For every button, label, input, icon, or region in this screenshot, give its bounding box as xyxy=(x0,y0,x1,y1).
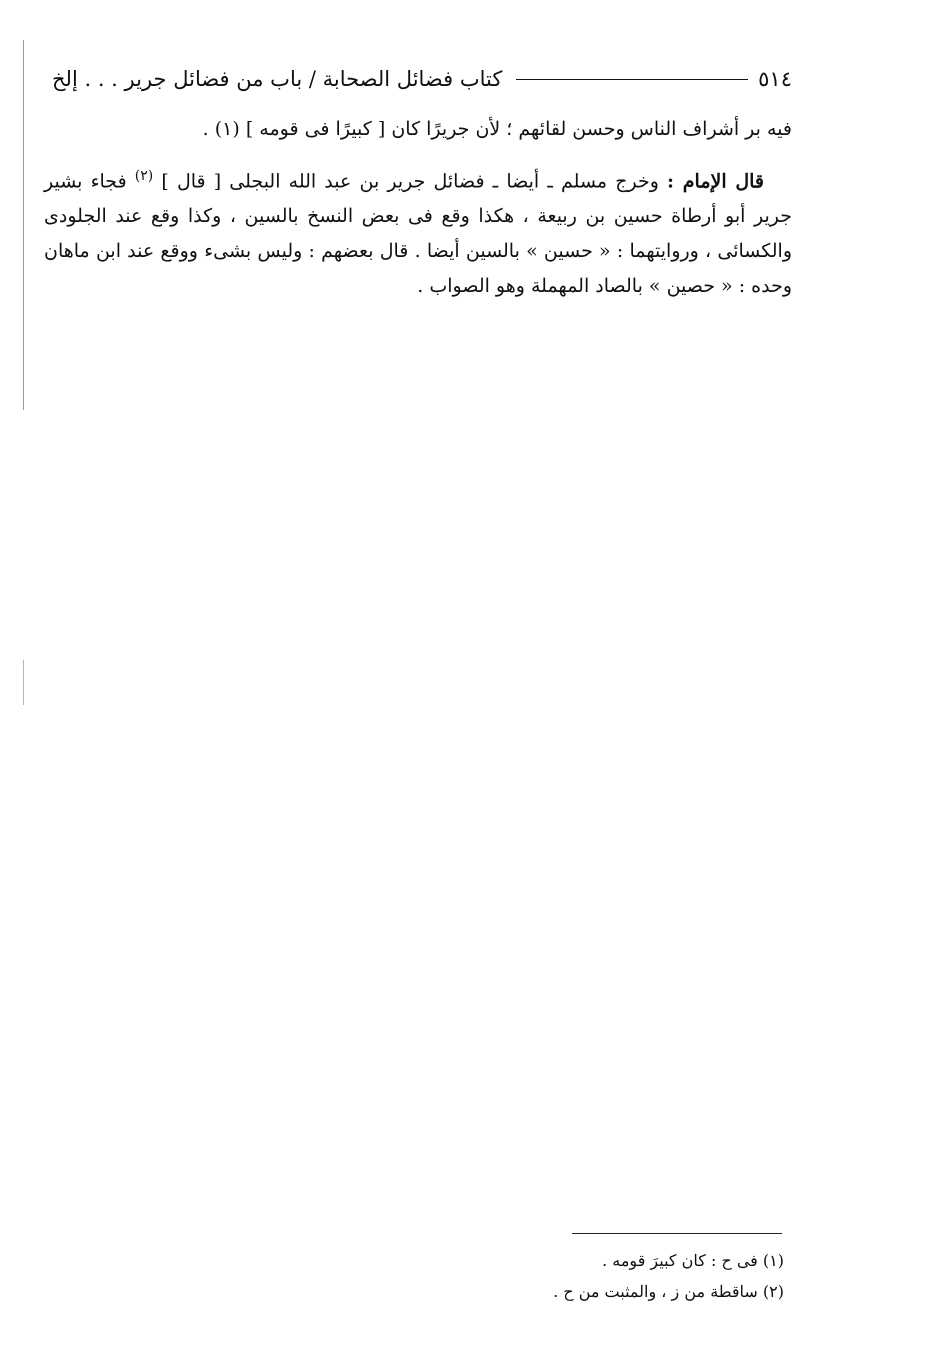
main-text xyxy=(44,112,792,304)
scan-edge-line xyxy=(23,40,24,410)
footnote-2: (٢) ساقطة من ز ، والمثبت من ح . xyxy=(553,1282,784,1301)
paragraph-2-part-a: وخرج مسلم ـ أيضا ـ فضائل جرير بن عبد الله البجلى [ قال ] xyxy=(153,170,668,193)
paragraph-lead: قال الإمام : xyxy=(667,170,765,193)
running-head xyxy=(52,62,792,96)
paragraph-2 xyxy=(44,159,792,304)
footnote-separator xyxy=(572,1233,782,1234)
footnote-marker: (٢) xyxy=(134,168,154,184)
header-rule xyxy=(516,79,748,80)
scan-edge-line-lower xyxy=(23,660,24,705)
paragraph-2-part-b: فجاء بشير جرير أبو أرطاة حسين بن ربيعة ، هكذا وقع فى بعض النسخ بالسين ، وكذا وقع عند الجلودى والكسائى ، وروايتهما : « حسين » بالسين أيضا . قال بعضهم : وليس بشىء ووقع عند ابن ماهان وحده : « حصين » بالصاد المهملة وهو الصواب . xyxy=(44,170,792,298)
running-title: كتاب فضائل الصحابة / باب من فضائل جرير . . . إلخ xyxy=(52,67,503,91)
footnotes xyxy=(400,1245,784,1307)
footnote-1: (١) فى ح : كان كبيرَ قومه . xyxy=(602,1251,784,1270)
paragraph-1: فيه بر أشراف الناس وحسن لقائهم ؛ لأن جريرًا كان [ كبيرًا فى قومه ] (١) . xyxy=(202,118,792,140)
page-number: ٥١٤ xyxy=(758,67,792,91)
